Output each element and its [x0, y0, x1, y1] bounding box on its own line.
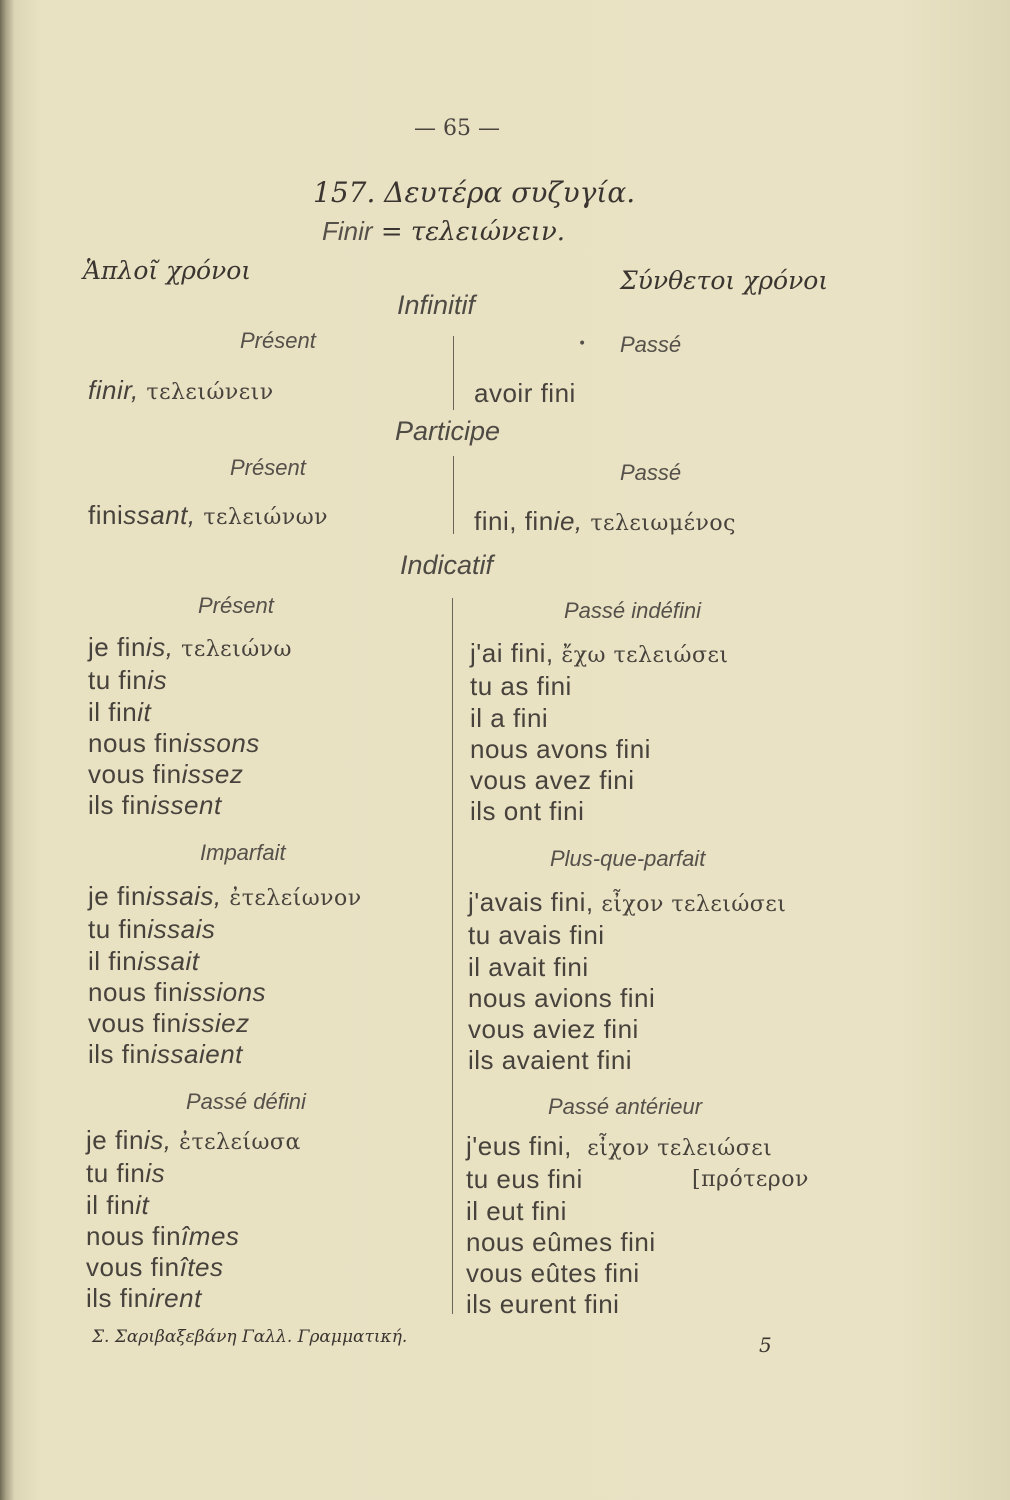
conjugation-line: [88, 697, 292, 728]
conjugation-line: [466, 1258, 836, 1289]
line-greek: ἔχω τελειώσει: [561, 643, 729, 668]
line-ending: it: [135, 1189, 150, 1220]
section-title: 157. Δευτέρα συζυγία.: [313, 176, 636, 209]
conjugation-line: [86, 1190, 301, 1221]
line-text: nous eûmes fini: [466, 1226, 656, 1257]
participe-compound-form: [474, 506, 736, 539]
line-stem: je fin: [88, 881, 146, 911]
line-stem: tu fin: [88, 665, 148, 696]
conjugation-line: [468, 1045, 786, 1076]
conjugation-line: [468, 983, 786, 1014]
column-divider-infinitif: [453, 336, 454, 410]
tense-plus-que-parfait: Plus-que-parfait: [550, 846, 706, 871]
conjugation-line: [470, 638, 729, 671]
participe-compound-tense: Passé: [620, 460, 682, 485]
column-divider-indicatif: [452, 598, 453, 1314]
passe-indefini-conjugation: [470, 638, 729, 828]
tense-passe-defini: Passé défini: [186, 1089, 306, 1114]
conjugation-line: [88, 946, 362, 977]
conjugation-line: [86, 1221, 301, 1252]
page-gutter: [0, 0, 14, 1500]
line-text: j'avais fini,: [468, 887, 594, 917]
tense-present: Présent: [198, 593, 274, 618]
line-text: nous avions fini: [468, 982, 656, 1013]
line-text: il eut fini: [466, 1195, 567, 1226]
conjugation-line: [470, 703, 729, 734]
line-ending: issons: [183, 727, 260, 758]
conjugation-line: [470, 765, 729, 796]
bullet-mark: •: [578, 336, 587, 352]
line-text: ils ont fini: [470, 796, 585, 827]
verb-french: Finir: [322, 216, 373, 246]
line-greek: ἐτελείωνον: [229, 886, 362, 911]
conjugation-line: [470, 734, 729, 765]
line-text: vous aviez fini: [468, 1014, 639, 1045]
column-divider-participe: [453, 456, 454, 534]
conjugation-line: [466, 1227, 836, 1258]
conjugation-line: [88, 632, 292, 665]
plus-que-parfait-conjugation: [468, 887, 786, 1077]
line-ending: is,: [145, 632, 174, 662]
line-stem: tu fin: [88, 914, 148, 945]
line-text: j'eus fini,: [466, 1131, 572, 1161]
infinitif-form-gr: τελειώνειν: [146, 380, 274, 405]
conjugation-line: [468, 1014, 786, 1045]
conjugation-line: [88, 728, 292, 759]
imparfait-conjugation: [88, 881, 362, 1071]
conjugation-line: [88, 977, 362, 1008]
line-ending: îmes: [181, 1220, 240, 1251]
conjugation-line: [88, 665, 292, 696]
line-stem: il fin: [86, 1189, 136, 1220]
participe-compound-a: fini,: [474, 506, 517, 536]
conjugation-line: [88, 914, 362, 945]
mood-participe: Participe: [395, 416, 501, 446]
line-stem: nous fin: [86, 1220, 182, 1251]
participe-ending: ssant,: [123, 500, 196, 530]
conjugation-line: [88, 1039, 362, 1070]
footer-author: Σ. Σαριβαξεβάνη Γαλλ. Γραμματική.: [92, 1327, 408, 1347]
line-text: il avait fini: [468, 951, 589, 982]
line-text: tu avais fini: [468, 920, 605, 951]
line-text: ils avaient fini: [468, 1045, 633, 1076]
present-conjugation: [88, 632, 292, 822]
line-stem: je fin: [86, 1125, 144, 1155]
line-stem: je fin: [88, 632, 146, 662]
conjugation-line: [470, 671, 729, 702]
verb-greek: τελειώνειν.: [410, 217, 566, 247]
infinitif-compound-form: avoir fini: [474, 378, 576, 408]
conjugation-line: [86, 1283, 301, 1314]
line-text: il a fini: [470, 702, 549, 733]
line-ending: issaient: [150, 1039, 243, 1070]
conjugation-line: [88, 1008, 362, 1039]
conjugation-line: [466, 1131, 836, 1164]
line-ending: îtes: [179, 1252, 224, 1283]
line-stem: ils fin: [86, 1283, 149, 1314]
line-text: vous eûtes fini: [466, 1258, 640, 1289]
infinitif-form-fr: finir,: [88, 375, 139, 405]
line-ending: irent: [148, 1283, 202, 1314]
conjugation-line: [466, 1196, 836, 1227]
participe-compound-b-stem: fin: [524, 506, 554, 536]
line-stem: nous fin: [88, 976, 184, 1007]
line-ending: is,: [143, 1125, 172, 1155]
participe-simple-gr: τελειώνων: [203, 505, 329, 530]
mood-indicatif: Indicatif: [400, 550, 494, 580]
line-greek: ἐτελείωσα: [179, 1130, 301, 1155]
line-stem: vous fin: [88, 759, 182, 790]
line-stem: il fin: [88, 945, 138, 976]
line-text: ils eurent fini: [466, 1289, 620, 1320]
line-stem: ils fin: [88, 790, 151, 821]
line-greek: [πρότερον: [692, 1167, 809, 1193]
line-text: tu eus fini: [466, 1164, 583, 1195]
line-ending: is: [147, 665, 168, 696]
conjugation-line: [86, 1158, 301, 1189]
line-stem: il fin: [88, 696, 138, 727]
tense-passe-anterieur: Passé antérieur: [548, 1094, 703, 1119]
infinitif-simple-form: [88, 375, 274, 408]
participe-simple-form: [88, 500, 328, 533]
conjugation-line: [466, 1164, 836, 1195]
participe-stem: fini: [88, 500, 124, 530]
line-ending: issait: [137, 945, 200, 976]
tense-imparfait: Imparfait: [200, 840, 286, 865]
passe-defini-conjugation: [86, 1125, 301, 1315]
conjugation-line: [88, 790, 292, 821]
line-stem: vous fin: [86, 1252, 180, 1283]
mood-infinitif: Infinitif: [397, 290, 476, 320]
line-ending: it: [137, 696, 152, 727]
line-greek: τελειώνω: [181, 637, 292, 662]
participe-compound-gr: τελειωμένος: [590, 511, 736, 536]
line-greek: εἶχον τελειώσει: [601, 892, 787, 917]
infinitif-compound-tense: Passé: [620, 332, 682, 357]
line-ending: issais: [147, 914, 216, 945]
page-number: — 65 —: [414, 116, 500, 141]
line-text: tu as fini: [470, 671, 572, 702]
conjugation-line: [88, 759, 292, 790]
header-compound-tenses: Σύνθετοι χρόνοι: [620, 266, 829, 295]
line-ending: issent: [150, 790, 222, 821]
conjugation-line: [468, 952, 786, 983]
equals-sign: =: [380, 217, 403, 247]
tense-passe-indefini: Passé indéfini: [564, 598, 701, 623]
line-stem: ils fin: [88, 1039, 151, 1070]
line-text: j'ai fini,: [470, 638, 554, 668]
line-ending: issais,: [145, 881, 222, 911]
passe-anterieur-conjugation: [466, 1131, 836, 1321]
line-ending: is: [145, 1158, 166, 1189]
line-ending: issions: [183, 976, 267, 1007]
signature-mark: 5: [759, 1333, 772, 1357]
participe-simple-tense: Présent: [230, 455, 306, 480]
line-greek: εἶχον τελειώσει: [587, 1136, 773, 1161]
conjugation-line: [468, 887, 786, 920]
section-subtitle: [322, 216, 565, 247]
infinitif-simple-tense: Présent: [240, 328, 316, 353]
participe-compound-b-end: ie,: [553, 506, 583, 536]
line-stem: vous fin: [88, 1008, 182, 1039]
line-stem: nous fin: [88, 727, 184, 758]
conjugation-line: [468, 920, 786, 951]
line-text: vous avez fini: [470, 765, 635, 796]
header-simple-tenses: Ἁπλοῖ χρόνοι: [83, 256, 252, 285]
line-ending: issiez: [181, 1008, 250, 1039]
conjugation-line: [86, 1125, 301, 1158]
conjugation-line: [86, 1252, 301, 1283]
conjugation-line: [470, 796, 729, 827]
conjugation-line: [88, 881, 362, 914]
conjugation-line: [466, 1289, 836, 1320]
line-stem: tu fin: [86, 1158, 146, 1189]
line-text: nous avons fini: [470, 733, 651, 764]
line-ending: issez: [181, 759, 244, 790]
